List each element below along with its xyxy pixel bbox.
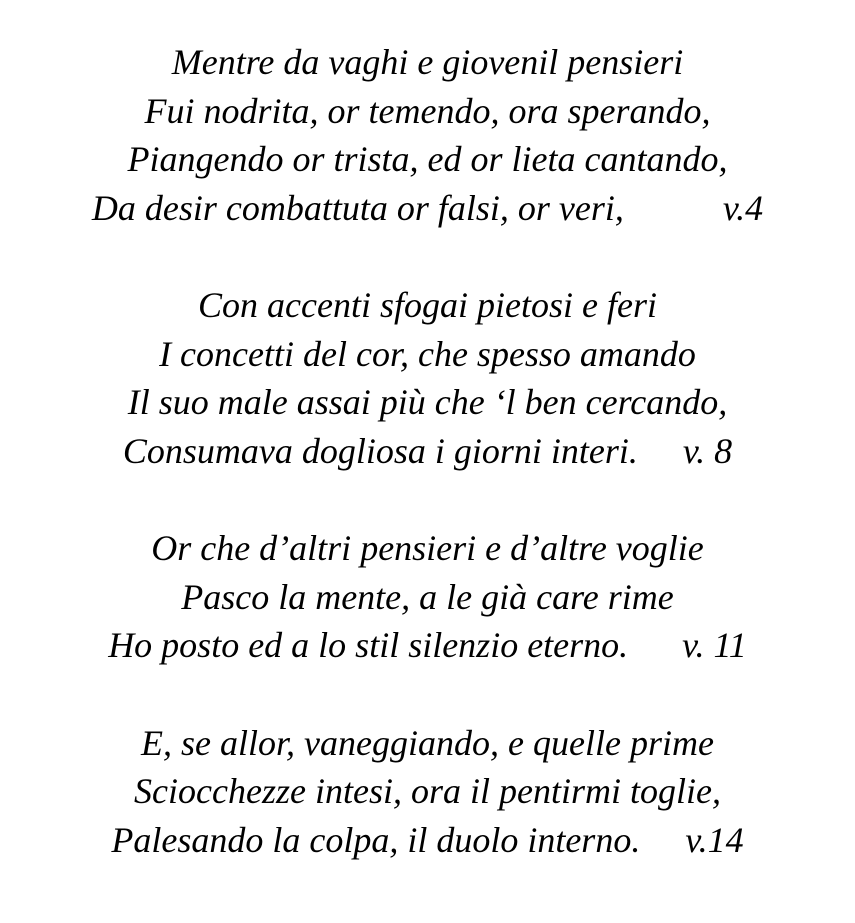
verse-line: Da desir combattuta or falsi, or veri, v.4 bbox=[91, 187, 764, 228]
verse-line: Mentre da vaghi e giovenil pensieri bbox=[171, 42, 684, 82]
verse-line: E, se allor, vaneggiando, e quelle prime bbox=[141, 722, 714, 763]
verse-line: Il suo male assai più che ‘l ben cercando, bbox=[127, 382, 728, 422]
stanza-4 bbox=[0, 719, 855, 865]
verse-line: Ho posto ed a lo stil silenzio eterno. v. 11 bbox=[108, 625, 747, 665]
verse-line: I concetti del cor, che spesso amando bbox=[159, 333, 696, 374]
sonnet-text bbox=[0, 38, 855, 913]
verse-line: Sciocchezze intesi, ora il pentirmi toglie, bbox=[134, 771, 721, 811]
verse-line: Fui nodrita, or temendo, ora sperando, bbox=[144, 90, 711, 131]
stanza-2 bbox=[0, 281, 855, 475]
verse-line: Or che d’altri pensieri e d’altre voglie bbox=[151, 528, 704, 568]
stanza-1 bbox=[0, 38, 855, 232]
verse-line: Pasco la mente, a le già care rime bbox=[181, 576, 674, 617]
verse-line: Consumava dogliosa i giorni interi. v. 8 bbox=[122, 430, 733, 471]
verse-line: Con accenti sfogai pietosi e feri bbox=[198, 285, 657, 325]
stanza-3 bbox=[0, 524, 855, 670]
verse-line: Palesando la colpa, il duolo interno. v.14 bbox=[111, 819, 744, 860]
verse-line: Piangendo or trista, ed or lieta cantando, bbox=[127, 139, 728, 179]
